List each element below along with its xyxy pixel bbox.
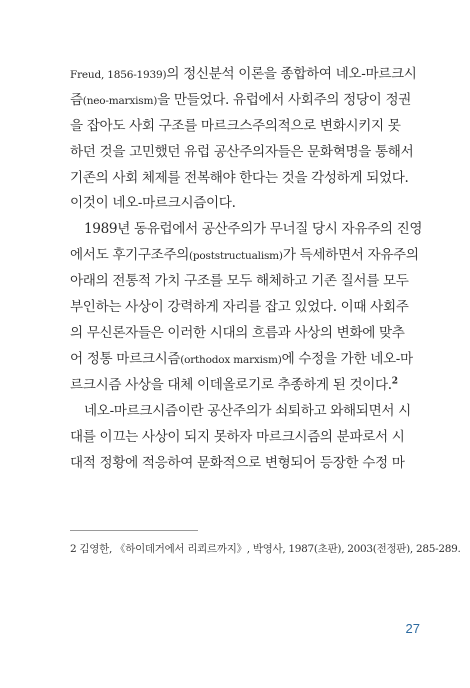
body-text: 에 수정을 가한 네오-마 [281,351,413,367]
inline-latin-text: Freud, 1856-1939) [70,69,167,81]
body-line: 을 잡아도 사회 구조를 마르크스주의적으로 변화시키지 못 [70,118,401,134]
body-line [70,375,420,395]
body-line: 대적 정황에 적응하여 문화적으로 변형되어 등장한 수정 마 [70,455,405,471]
footnote-marker[interactable]: 2 [391,376,398,387]
body-line [70,64,420,85]
body-text: 을 만들었다. 유럽에서 사회주의 정당이 정권 [157,92,412,108]
body-line: 기존의 사회 체제를 전복해야 한다는 것을 각성하게 되었다. [70,170,409,186]
body-line: 대를 이끄는 사상이 되지 못하자 마르크시즘의 분파로서 시 [70,429,405,445]
footnote: 2 김영한, 《하이데거에서 리쾨르까지》, 박영사, 1987(초판), 2003(전정판), 285-289. [70,543,461,555]
body-line [70,245,420,266]
body-line: 아래의 전통적 가치 구조를 모두 해체하고 기존 질서를 모두 [70,273,409,289]
body-text: 즘 [70,92,83,108]
body-line: 이것이 네오-마르크시즘이다. [70,195,236,211]
inline-latin-text: (poststructualism) [189,250,283,262]
body-line: 의 무신론자들은 이러한 시대의 흐름과 사상의 변화에 맞추 [70,325,405,341]
inline-latin-text: (neo-marxism) [82,95,158,107]
paragraph-first-line: 네오-마르크시즘이란 공산주의가 쇠퇴하고 와해되면서 시 [84,403,411,419]
body-text: 에서도 후기구조주의 [70,247,190,263]
body-text: 의 정신분석 이론을 종합하여 네오-마르크시 [166,66,417,82]
body-line [70,349,420,370]
body-line: 하던 것을 고민했던 유럽 공산주의자들은 문화혁명을 통해서 [70,144,414,160]
body-text: 어 정통 마르크시즘 [70,351,181,367]
footnote-divider [70,530,198,531]
body-text: 가 득세하면서 자유주의 [282,247,419,263]
body-text: 르크시즘 사상을 대체 이데올로기로 추종하게 된 것이다. [70,377,392,393]
body-line: 부인하는 사상이 강력하게 자리를 잡고 있었다. 이때 사회주 [70,299,409,315]
body-line [70,90,420,111]
paragraph-first-line: 1989년 동유럽에서 공산주의가 무너질 당시 자유주의 진영 [84,221,423,237]
page-number: 27 [405,621,420,636]
inline-latin-text: (orthodox marxism) [180,354,282,366]
